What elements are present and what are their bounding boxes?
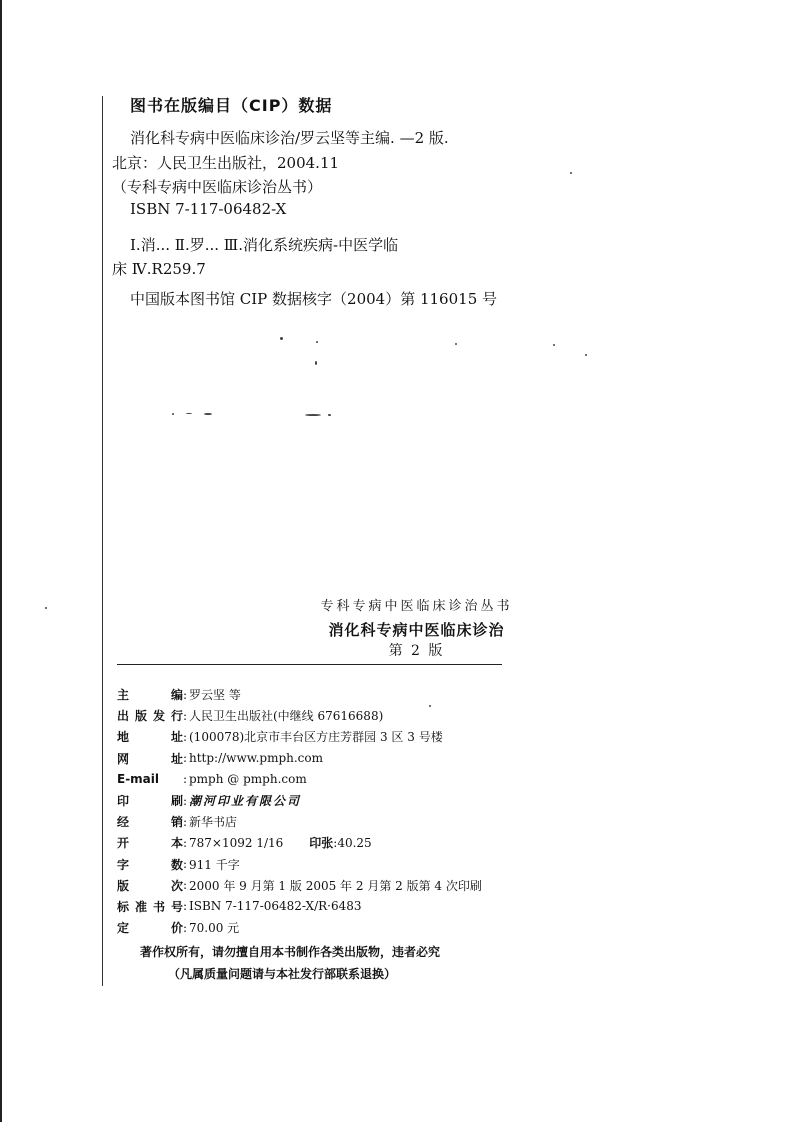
scan-speck — [280, 337, 283, 340]
returns-notice: （凡属质量问题请与本社发行部联系退换） — [168, 967, 397, 981]
imprint-value: pmph @ pmph.com — [189, 772, 307, 787]
scan-speck — [204, 413, 212, 415]
imprint-row-word-count: 字数 : 911 千字 — [117, 857, 240, 872]
scan-speck — [328, 414, 331, 416]
cip-subject-line: Ⅰ.消... Ⅱ.罗... Ⅲ.消化系统疾病-中医学临 — [130, 236, 399, 254]
imprint-value: ISBN 7-117-06482-X/R·6483 — [189, 899, 362, 914]
edition: 第 2 版 — [388, 643, 445, 659]
scan-speck — [186, 413, 192, 414]
imprint-label: 标准书号 — [117, 899, 183, 914]
cip-bibliographic-line: 消化科专病中医临床诊治/罗云坚等主编. —2 版. — [130, 129, 449, 147]
imprint-row-price: 定价 : 70.00 元 — [117, 920, 240, 936]
scan-speck — [553, 344, 555, 346]
imprint-row-printer: 印刷 : 潮河印业有限公司 — [117, 793, 302, 809]
cip-subject-line-continued: 床 Ⅳ.R259.7 — [112, 260, 206, 278]
imprint-row-email: E-mail : pmph @ pmph.com — [117, 772, 307, 787]
cip-title: 图书在版编目（CIP）数据 — [130, 96, 333, 115]
book-title: 消化科专病中医临床诊治 — [328, 621, 505, 639]
imprint-row-address: 地址 : (100078)北京市丰台区方庄芳群园 3 区 3 号楼 — [117, 729, 443, 745]
imprint-label: 印刷 — [117, 794, 183, 809]
imprint-value: 罗云坚 等 — [189, 688, 241, 703]
imprint-value: 70.00 元 — [189, 921, 240, 936]
scan-speck — [316, 341, 318, 343]
series-name: 专科专病中医临床诊治丛书 — [320, 599, 513, 614]
scan-speck — [305, 414, 321, 416]
imprint-label: 印张 — [309, 836, 334, 851]
imprint-value: 911 千字 — [189, 857, 240, 872]
imprint-value: 2000 年 9 月第 1 版 2005 年 2 月第 2 版第 4 次印刷 — [189, 878, 482, 893]
imprint-label: 定价 — [117, 921, 183, 936]
imprint-value: 40.25 — [337, 836, 372, 851]
imprint-row-isbn: 标准书号 : ISBN 7-117-06482-X/R·6483 — [117, 899, 362, 914]
scan-speck — [570, 172, 572, 174]
copyright-notice: 著作权所有，请勿擅自用本书制作各类出版物，违者必究 — [140, 945, 441, 959]
scan-speck — [585, 354, 587, 356]
cip-isbn-line: ISBN 7-117-06482-X — [130, 200, 287, 218]
imprint-row-distributor: 经销 : 新华书店 — [117, 814, 238, 830]
scan-speck — [315, 361, 317, 365]
page-edge — [0, 0, 2, 1122]
imprint-row-printing-history: 版次 : 2000 年 9 月第 1 版 2005 年 2 月第 2 版第 4 次印刷 — [117, 878, 482, 893]
imprint-row-publisher: 出版发行 : 人民卫生出版社(中继线 67616688) — [117, 708, 384, 724]
imprint-label: 主编 — [117, 688, 183, 703]
print-sheets: 印张:40.25 — [309, 836, 372, 851]
margin-rule — [102, 96, 103, 986]
imprint-label: E-mail — [117, 772, 160, 787]
imprint-value: 新华书店 — [189, 815, 238, 830]
imprint-label: 经销 — [117, 815, 183, 830]
scan-speck — [172, 413, 174, 415]
colophon-rule — [117, 664, 502, 665]
imprint-value: (100078)北京市丰台区方庄芳群园 3 区 3 号楼 — [189, 730, 443, 745]
imprint-row-website: 网址 : http://www.pmph.com — [117, 751, 323, 766]
imprint-value: 潮河印业有限公司 — [189, 794, 302, 809]
imprint-value: http://www.pmph.com — [189, 751, 323, 766]
imprint-label: 字数 — [117, 857, 183, 872]
scan-speck — [455, 343, 457, 345]
cip-publisher-line: 北京：人民卫生出版社，2004.11 — [112, 154, 340, 172]
imprint-label: 网址 — [117, 751, 183, 766]
imprint-label: 地址 — [117, 730, 183, 745]
cip-series-line: （专科专病中医临床诊治丛书） — [112, 178, 323, 196]
imprint-label: 出版发行 — [117, 709, 183, 724]
imprint-value: 787×1092 1/16 — [189, 835, 284, 850]
cip-record-number: 中国版本图书馆 CIP 数据核字（2004）第 116015 号 — [130, 290, 498, 308]
imprint-value: 人民卫生出版社(中继线 67616688) — [189, 709, 384, 724]
imprint-row-format: 开本 : 787×1092 1/16 印张:40.25 — [117, 835, 372, 851]
imprint-row-editor: 主编 : 罗云坚 等 — [117, 687, 241, 703]
imprint-label: 开本 — [117, 836, 183, 851]
imprint-label: 版次 — [117, 878, 183, 893]
imprint-table — [117, 684, 537, 938]
